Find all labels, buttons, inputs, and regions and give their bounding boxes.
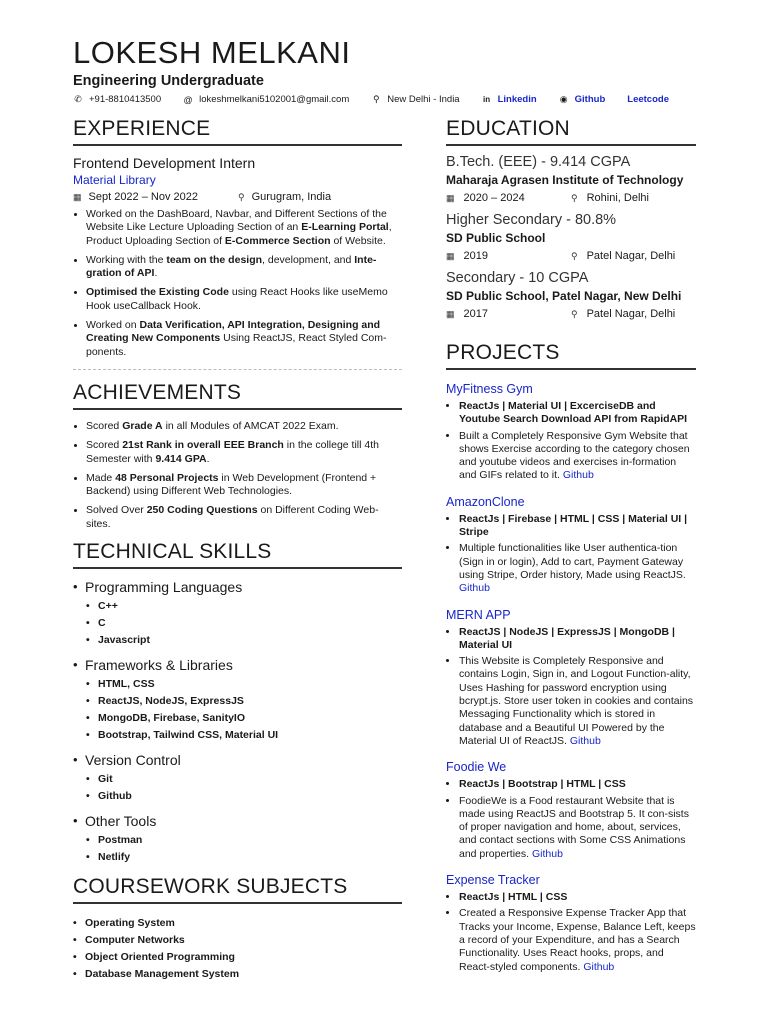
left-column [73, 116, 402, 983]
bold-text: 21st Rank in overall EEE Branch [122, 439, 284, 452]
skill-item: • Netlify [86, 849, 402, 866]
project-description: • FoodieWe is a Food restaurant Website that is made using ReactJS and Bootstrap 5. It con-sists of proper navigation and home, about, services, and contact sections with Some CSS Animations and properties. Github [459, 795, 696, 861]
bold-text: team on the design [166, 253, 263, 266]
experience-bullet: • Worked on Data Verification, API Integration, Designing and Creating New Components Using ReactJS, React Styled Com-ponents. [86, 319, 402, 359]
bold-text: Data Verification, API Integration, Designing and Creating New Components [86, 319, 381, 345]
github-contact[interactable] [559, 94, 606, 105]
job-dates [73, 191, 238, 203]
skill-item: • Git [86, 771, 402, 788]
education-meta [446, 192, 696, 204]
project-bullets [446, 891, 696, 974]
project-title[interactable]: Foodie We [446, 760, 507, 775]
skill-item: • MongoDB, Firebase, SanityIO [86, 710, 402, 727]
education-degree: Secondary - 10 CGPA [446, 270, 589, 286]
job-title: Frontend Development Intern [73, 155, 256, 171]
education-degree: Higher Secondary - 80.8% [446, 212, 617, 228]
resume-header [73, 34, 713, 105]
education-heading: EDUCATION [446, 116, 696, 146]
project-tech-stack: • ReactJs | Material UI | ExcerciseDB and Youtube Search Download API from RapidAPI [459, 400, 696, 427]
calendar-icon: ▦ [446, 192, 455, 203]
linkedin-link[interactable]: Linkedin [497, 94, 537, 105]
github-link[interactable]: Github [574, 94, 606, 105]
skill-item: • C [86, 615, 402, 632]
bold-text: 48 Personal Projects [115, 471, 219, 484]
skill-category: • Programming Languages [73, 579, 402, 595]
contact-bar [73, 94, 713, 105]
project-description: • This Website is Completely Responsive and contains Login, Sign in, and Logout Function-ality, Uses Hashing for password encryption using bcrypt.js. Store user token in cookies and contains Messaging Functionality which is stored in database and a Beautiful UI Powered by the Material UI of ReactJS. Github [459, 655, 696, 748]
job-meta [73, 191, 402, 203]
skill-items [86, 598, 402, 649]
achievement-bullet: • Scored 21st Rank in overall EEE Branch in the college till 4th Semester with 9.414 GPA. [86, 439, 402, 466]
skill-items [86, 676, 402, 744]
at-icon: @ [183, 94, 193, 105]
experience-bullet: • Working with the team on the design, development, and Inte-gration of API. [86, 254, 402, 281]
candidate-subtitle: Engineering Undergraduate [73, 73, 264, 89]
github-icon: ◉ [559, 94, 568, 104]
location-contact [371, 94, 459, 105]
bold-text: Optimised the Existing Code [86, 286, 229, 299]
education-institution: Maharaja Agrasen Institute of Technology [446, 173, 684, 187]
skills-heading: TECHNICAL SKILLS [73, 539, 402, 569]
email-contact[interactable] [183, 94, 349, 105]
leetcode-link[interactable]: Leetcode [627, 94, 669, 105]
project-title[interactable]: MERN APP [446, 607, 511, 622]
section-divider [73, 369, 402, 370]
project-title[interactable]: AmazonClone [446, 494, 525, 509]
linkedin-icon: in [483, 95, 491, 104]
experience-heading: EXPERIENCE [73, 116, 402, 146]
project-bullets [446, 513, 696, 596]
experience-bullet: • Optimised the Existing Code using React Hooks like useMemo Hook useCallback Hook. [86, 286, 402, 313]
email-text: lokeshmelkani5102001@gmail.com [199, 94, 350, 105]
achievements-heading: ACHIEVEMENTS [73, 380, 402, 410]
project-tech-stack: • ReactJS | NodeJS | ExpressJS | MongoDB | Material UI [459, 626, 696, 653]
education-list [446, 154, 696, 320]
skill-item: • C++ [86, 598, 402, 615]
skill-items [86, 771, 402, 805]
phone-contact[interactable] [73, 94, 161, 105]
project-github-link[interactable]: Github [531, 847, 563, 860]
calendar-icon: ▦ [446, 308, 455, 319]
linkedin-contact[interactable] [482, 94, 537, 105]
map-pin-icon: ⚲ [571, 308, 578, 319]
project-description: • Built a Completely Responsive Gym Website that shows Exercise according to the category chosen and youtube videos and exercises in-formation and GIFs related to it. Github [459, 430, 696, 483]
bold-text: E-Learning Portal [301, 221, 389, 234]
project-bullets [446, 778, 696, 861]
calendar-icon: ▦ [73, 191, 82, 202]
bold-text: Inte-gration of API [86, 253, 377, 280]
phone-icon: ✆ [74, 94, 82, 104]
education-dates [446, 308, 571, 320]
project-tech-stack: • ReactJs | Firebase | HTML | CSS | Material UI | Stripe [459, 513, 696, 540]
project-description: • Created a Responsive Expense Tracker App that Tracks your Income, Expense, Balance Left, keeps a record of your Expenditure, and has a Search Functionality. Uses React hooks, props, and React-styled components. Github [459, 907, 696, 973]
project-description: • Multiple functionalities like User authentica-tion (Sign in or login), Add to cart, Payment Gateway using Stripe, Order history, Made using ReactJS. Github [459, 542, 696, 595]
education-dates-text: 2020 – 2024 [463, 192, 525, 204]
education-location [571, 308, 675, 320]
education-dates-text: 2019 [463, 250, 488, 262]
achievements-bullets [73, 420, 402, 531]
education-location [571, 250, 675, 262]
coursework-heading: COURSEWORK SUBJECTS [73, 874, 402, 904]
education-institution: SD Public School, Patel Nagar, New Delhi [446, 289, 682, 303]
skill-category: • Version Control [73, 752, 402, 768]
skill-category: • Frameworks & Libraries [73, 657, 402, 673]
leetcode-contact[interactable] [627, 94, 669, 105]
achievement-bullet: • Scored Grade A in all Modules of AMCAT 2022 Exam. [86, 420, 402, 433]
skill-items [86, 832, 402, 866]
project-github-link[interactable]: Github [583, 960, 615, 973]
bold-text: E-Commerce Section [224, 234, 331, 247]
course-item: • Database Management System [73, 966, 402, 983]
skill-category: • Other Tools [73, 813, 402, 829]
project-bullets [446, 400, 696, 483]
project-title[interactable]: MyFitness Gym [446, 382, 533, 396]
education-dates [446, 192, 571, 204]
education-degree: B.Tech. (EEE) - 9.414 CGPA [446, 154, 631, 170]
education-meta [446, 250, 696, 262]
education-dates-text: 2017 [463, 308, 488, 320]
coursework-list [73, 915, 402, 983]
course-item: • Operating System [73, 915, 402, 932]
bold-text: 250 Coding Questions [146, 504, 258, 517]
project-title[interactable]: Expense Tracker [446, 873, 540, 888]
skill-item: • HTML, CSS [86, 676, 402, 693]
skill-item: • ReactJS, NodeJS, ExpressJS [86, 693, 402, 710]
skill-item: • Bootstrap, Tailwind CSS, Material UI [86, 727, 402, 744]
map-pin-icon: ⚲ [372, 94, 380, 104]
skills-list [73, 579, 402, 866]
phone-text: +91-8810413500 [89, 94, 162, 105]
education-institution: SD Public School [446, 231, 546, 245]
location-text: New Delhi - India [387, 94, 460, 105]
skill-item: • Javascript [86, 632, 402, 649]
map-pin-icon: ⚲ [238, 191, 245, 202]
job-location-text: Gurugram, India [251, 191, 332, 203]
project-github-link[interactable]: Github [459, 582, 490, 595]
job-location [238, 191, 331, 203]
project-tech-stack: • ReactJs | Bootstrap | HTML | CSS [459, 778, 696, 791]
skill-item: • Postman [86, 832, 402, 849]
candidate-name: LOKESH MELKANI [73, 35, 351, 70]
achievement-bullet: • Made 48 Personal Projects in Web Development (Frontend + Backend) using Different Web Technologies. [86, 472, 402, 499]
company-name[interactable]: Material Library [73, 173, 156, 187]
education-location-text: Rohini, Delhi [586, 192, 649, 204]
achievement-bullet: • Solved Over 250 Coding Questions on Different Coding Web-sites. [86, 504, 402, 531]
project-bullets [446, 626, 696, 749]
project-github-link[interactable]: Github [569, 734, 601, 747]
map-pin-icon: ⚲ [571, 192, 578, 203]
map-pin-icon: ⚲ [571, 250, 578, 261]
projects-list [446, 382, 696, 974]
experience-bullets [73, 208, 402, 359]
course-item: • Computer Networks [73, 932, 402, 949]
right-column [446, 116, 696, 977]
job-dates-text: Sept 2022 – Nov 2022 [88, 191, 198, 203]
education-location [571, 192, 649, 204]
course-item: • Object Oriented Programming [73, 949, 402, 966]
experience-bullet: • Worked on the DashBoard, Navbar, and Different Sections of the Website Like Lecture Uploading Section of an E-Learning Portal, Product Uploading Section of E-Commerce Section of Website. [86, 208, 402, 248]
calendar-icon: ▦ [446, 250, 455, 261]
education-location-text: Patel Nagar, Delhi [586, 308, 676, 320]
education-dates [446, 250, 571, 262]
project-tech-stack: • ReactJs | HTML | CSS [459, 891, 696, 904]
bold-text: Grade A [122, 419, 163, 432]
education-meta [446, 308, 696, 320]
bold-text: 9.414 GPA [155, 452, 207, 465]
education-location-text: Patel Nagar, Delhi [586, 250, 676, 262]
projects-heading: PROJECTS [446, 340, 696, 370]
skill-item: • Github [86, 788, 402, 805]
project-github-link[interactable]: Github [562, 469, 594, 482]
